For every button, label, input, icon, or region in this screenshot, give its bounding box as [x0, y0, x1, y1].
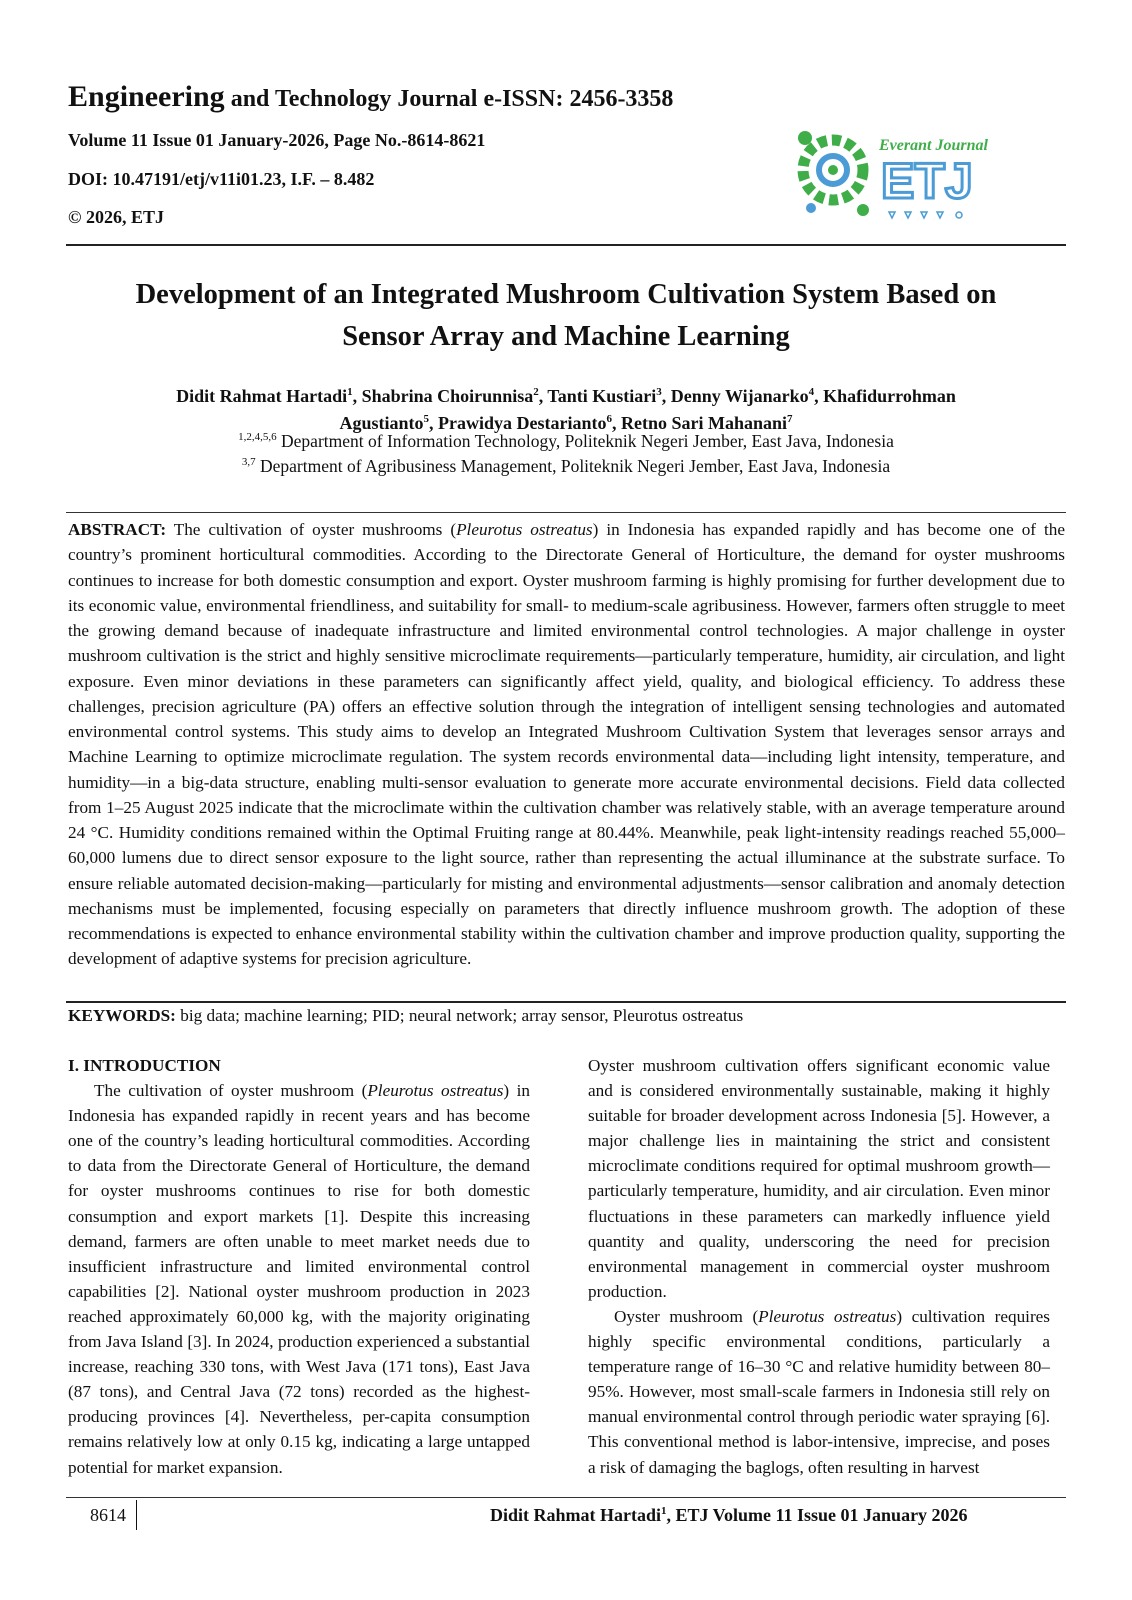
paragraph-text: ) cultivation requires highly specific environmental conditions, particularly a temperature range of 16–30 °C and relative humidity between 80–95%. However, most small-scale farmers in Indonesia still rely on manual environmental control through periodic water spraying [6]. This conventional method is labor-intensive, imprecise, and poses a risk of damaging the baglogs, often resulting in harvest: [588, 1306, 1050, 1477]
keywords-label: KEYWORDS:: [68, 1006, 176, 1025]
author-name: , Prawidya Destarianto: [429, 413, 607, 433]
abstract-text: The cultivation of oyster mushrooms (: [166, 520, 457, 539]
species-name: Pleurotus ostreatus: [758, 1306, 897, 1326]
species-name: Pleurotus ostreatus: [367, 1081, 504, 1101]
author-name: Agustianto: [339, 413, 424, 433]
abstract-bottom-rule: [66, 1001, 1066, 1003]
paragraph-text: The cultivation of oyster mushroom (: [94, 1081, 368, 1101]
author-name: , Khafidurrohman: [814, 386, 956, 406]
abstract-top-rule: [66, 512, 1066, 513]
paper-title-line-1: Development of an Integrated Mushroom Cultivation System Based on: [135, 279, 997, 310]
affiliation-1: [66, 430, 1066, 452]
author-sup: 2: [533, 386, 539, 398]
gear-icon: [798, 131, 869, 216]
affiliation-sup: 1,2,4,5,6: [238, 431, 277, 444]
journal-name-rest: and Technology Journal e-ISSN: 2456-3358: [224, 86, 674, 112]
footer-sup: 1: [661, 1505, 667, 1517]
author-sup: 3: [656, 386, 662, 398]
logo-main-text: ETJ: [881, 153, 973, 209]
author-sup: 5: [423, 413, 429, 425]
paragraph-text: ) in Indonesia has expanded rapidly in recent years and has become one of the country’s leading horticultural commodities. According to data from the Directorate General of Horticulture, the demand for oyster mushrooms continues to rise for both domestic consumption and export markets [1]. Despite this increasing demand, farmers are often unable to meet market needs due to insufficient infrastructure and limited environmental control capabilities [2]. National oyster mushroom production in 2023 reached approximately 60,000 kg, with the majority originating from Java Island [3]. In 2024, production experienced a substantial increase, reaching 330 tons, with West Java (171 tons), East Java (87 tons), and Central Java (72 tons) recorded as the highest-producing provinces [4]. Nevertheless, per-capita consumption remains relatively low at only 0.15 kg, indicating a large untapped potential for market expansion.: [68, 1081, 530, 1477]
author-list: [66, 383, 1066, 437]
etj-logo: [793, 118, 999, 230]
affiliation-text: Department of Information Technology, Politeknik Negeri Jember, East Java, Indonesia: [276, 431, 894, 451]
right-column: [588, 1053, 1050, 1480]
footer-text: , ETJ Volume 11 Issue 01 January 2026: [666, 1505, 968, 1525]
volume-line: Volume 11 Issue 01 January-2026, Page No.-8614-8621: [68, 130, 486, 150]
abstract-text: ) in Indonesia has expanded rapidly and has become one of the country’s prominent horticultural commodities. According to the Directorate General of Horticulture, the demand for oyster mushrooms continues to increase for both domestic consumption and export. Oyster mushroom farming is highly promising for further development due to its economic value, environmental friendliness, and suitability for small- to medium-scale agribusiness. However, farmers often struggle to meet the growing demand because of inadequate infrastructure and limited environmental control technologies. A major challenge in oyster mushroom cultivation is the strict and highly sensitive microclimate requirements—particularly temperature, humidity, air circulation, and light exposure. Even minor deviations in these parameters can significantly affect yield, quality, and biological efficiency. To address these challenges, precision agriculture (PA) offers an effective solution through the integration of intelligent sensing technologies and automated environmental control systems. This study aims to develop an Integrated Mushroom Cultivation System that leverages sensor arrays and Machine Learning to optimize microclimate regulation. The system records environmental data—including light intensity, temperature, and humidity—in a big-data structure, enabling multi-sensor evaluation to generate more accurate environmental decisions. Field data collected from 1–25 August 2025 indicate that the microclimate within the cultivation chamber was relatively stable, with an average temperature around 24 °C. Humidity conditions remained within the Optimal Fruiting range at 80.44%. Meanwhile, peak light-intensity readings reached 55,000–60,000 lumens due to direct sensor exposure to the light source, rather than representing the actual illuminance at the substrate surface. To ensure reliable automated decision-making—particularly for misting and environmental adjustments—sensor calibration and anomaly detection mechanisms must be implemented, focusing especially on parameters that directly influence mushroom growth. The adoption of these recommendations is expected to enhance environmental stability within the cultivation chamber and improve production quality, supporting the development of adaptive systems for precision agriculture.: [68, 520, 1065, 969]
keywords-text: big data; machine learning; PID; neural network; array sensor, Pleurotus ostreatus: [175, 1006, 744, 1025]
footer-divider: [136, 1500, 137, 1530]
paper-title: [66, 274, 1066, 358]
author-name: , Shabrina Choirunnisa: [352, 386, 534, 406]
author-sup: 7: [787, 413, 793, 425]
author-sup: 1: [347, 386, 353, 398]
author-sup: 6: [606, 413, 612, 425]
species-name: Pleurotus ostreatus: [456, 520, 593, 539]
logo-top-text: Everant Journal: [879, 137, 988, 154]
paragraph-text: Oyster mushroom (: [614, 1306, 759, 1326]
header-rule: [66, 244, 1066, 246]
author-name: , Tanti Kustiari: [538, 386, 657, 406]
paper-title-line-2: Sensor Array and Machine Learning: [342, 321, 790, 352]
page-number: 8614: [90, 1505, 126, 1525]
abstract: [68, 517, 1065, 972]
affiliation-text: Department of Agribusiness Management, Politeknik Negeri Jember, East Java, Indonesia: [255, 456, 891, 476]
keywords: [68, 1006, 743, 1026]
affiliation-2: [66, 455, 1066, 477]
footer-rule: [66, 1497, 1066, 1498]
left-column: [68, 1053, 530, 1480]
copyright-line: © 2026, ETJ: [68, 207, 164, 227]
logo-decoration: [889, 212, 962, 218]
author-name: , Denny Wijanarko: [661, 386, 809, 406]
author-name: , Retno Sari Mahanani: [611, 413, 788, 433]
paragraph: Oyster mushroom cultivation offers significant economic value and is considered environmentally sustainable, making it highly suitable for broader development across Indonesia [5]. However, a major challenge lies in maintaining the strict and consistent microclimate conditions required for optimal mushroom growth—particularly temperature, humidity, and air circulation. Even minor fluctuations in these parameters can markedly influence yield quantity and quality, underscoring the need for precision environmental management in commercial oyster mushroom production.: [588, 1056, 1050, 1301]
abstract-label: ABSTRACT:: [68, 520, 167, 539]
footer-author: Didit Rahmat Hartadi: [490, 1505, 661, 1525]
paragraph: [588, 1304, 1050, 1480]
journal-name-first-word: Engineering: [68, 80, 225, 113]
author-sup: 4: [808, 386, 815, 398]
journal-name: [68, 80, 673, 114]
author-name: Didit Rahmat Hartadi: [176, 386, 348, 406]
paragraph: [68, 1078, 530, 1480]
doi-line: DOI: 10.47191/etj/v11i01.23, I.F. – 8.482: [68, 169, 375, 189]
section-heading: I. INTRODUCTION: [68, 1056, 221, 1075]
running-footer: [490, 1505, 968, 1526]
affiliation-sup: 3,7: [241, 456, 256, 469]
